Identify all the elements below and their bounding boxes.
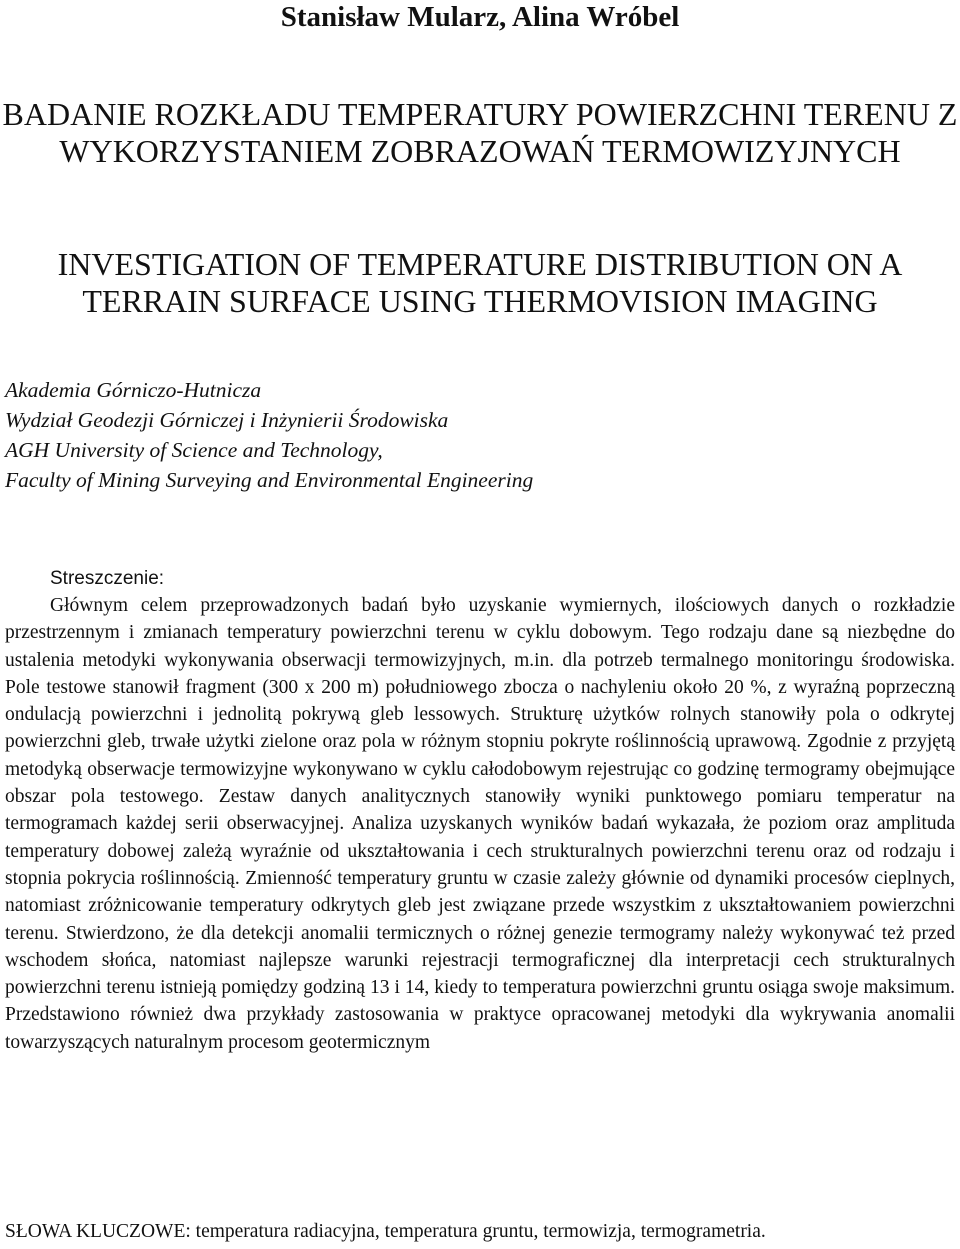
affiliation-line: AGH University of Science and Technology, <box>5 438 383 462</box>
affiliation-line: Akademia Górniczo-Hutnicza <box>5 378 262 402</box>
affiliation-block <box>5 375 533 495</box>
affiliation-line: Faculty of Mining Surveying and Environmental Engineering <box>5 468 534 492</box>
abstract-text: Głównym celem przeprowadzonych badań było uzyskanie wymiernych, ilościowych danych o rozkładzie przestrzennym i zmianach temperatury powierzchni terenu w cyklu dobowym. Tego rodzaju dane są niezbędne do ustalenia metodyki wykonywania obserwacji termowizyjnych, m.in. dla potrzeb termalnego monitoringu środowiska. Pole testowe stanowił fragment (300 x 200 m) południowego zbocza o nachyleniu około 20 %, z wyraźną poprzeczną ondulacją powierzchni i jednolitą pokrywą gleb lessowych. Strukturę użytków rolnych stanowiły pola o odkrytej powierzchni gleb, trwałe użytki zielone oraz pola w różnym stopniu pokryte roślinnością uprawową. Zgodnie z przyjętą metodyką obserwacje termowizyjne wykonywano w cyklu całodobowym rejestrując co godzinę termogramy obejmujące obszar pola testowego. Zestaw danych analitycznych stanowiły wyniki punktowego pomiaru temperatur na termogramach każdej serii obserwacyjnej. Analiza uzyskanych wyników badań wykazała, że poziom oraz amplituda temperatury dobowej zależą wyraźnie od ukształtowania i cech strukturalnych powierzchni terenu oraz od rodzaju i stopnia pokrycia roślinnością. Zmienność temperatury gruntu w czasie zależy głównie od dynamiki procesów cieplnych, natomiast zróżnicowanie temperatury odkrytych gleb jest związane przede wszystkim z ukształtowaniem powierzchni terenu. Stwierdzono, że dla detekcji anomalii termicznych o różnej genezie termogramy należy wykonywać też przed wschodem słońca, natomiast najlepsze warunki rejestracji termograficznej dla interpretacji cech strukturalnych powierzchni terenu istnieją pomiędzy godziną 13 i 14, kiedy to temperatura powierzchni gruntu osiąga swoje maksimum. Przedstawiono również dwa przykłady zastosowania w praktyce opracowanej metodyki dla wykrywania anomalii towarzyszących naturalnym procesom geotermicznym <box>5 595 955 1053</box>
authors: Stanisław Mularz, Alina Wróbel <box>280 1 680 33</box>
title-polish: BADANIE ROZKŁADU TEMPERATURY POWIERZCHNI TERENU Z WYKORZYSTANIEM ZOBRAZOWAŃ TERMOWIZYJNYCH <box>2 96 958 169</box>
abstract-label: Streszczenie: <box>50 568 165 589</box>
affiliation-line: Wydział Geodezji Górniczej i Inżynierii Środowiska <box>5 408 449 432</box>
title-english: INVESTIGATION OF TEMPERATURE DISTRIBUTION ON A TERRAIN SURFACE USING THERMOVISION IMAGING <box>57 246 903 319</box>
keywords: SŁOWA KLUCZOWE: temperatura radiacyjna, temperatura gruntu, termowizja, termogrametria. <box>5 1221 766 1242</box>
